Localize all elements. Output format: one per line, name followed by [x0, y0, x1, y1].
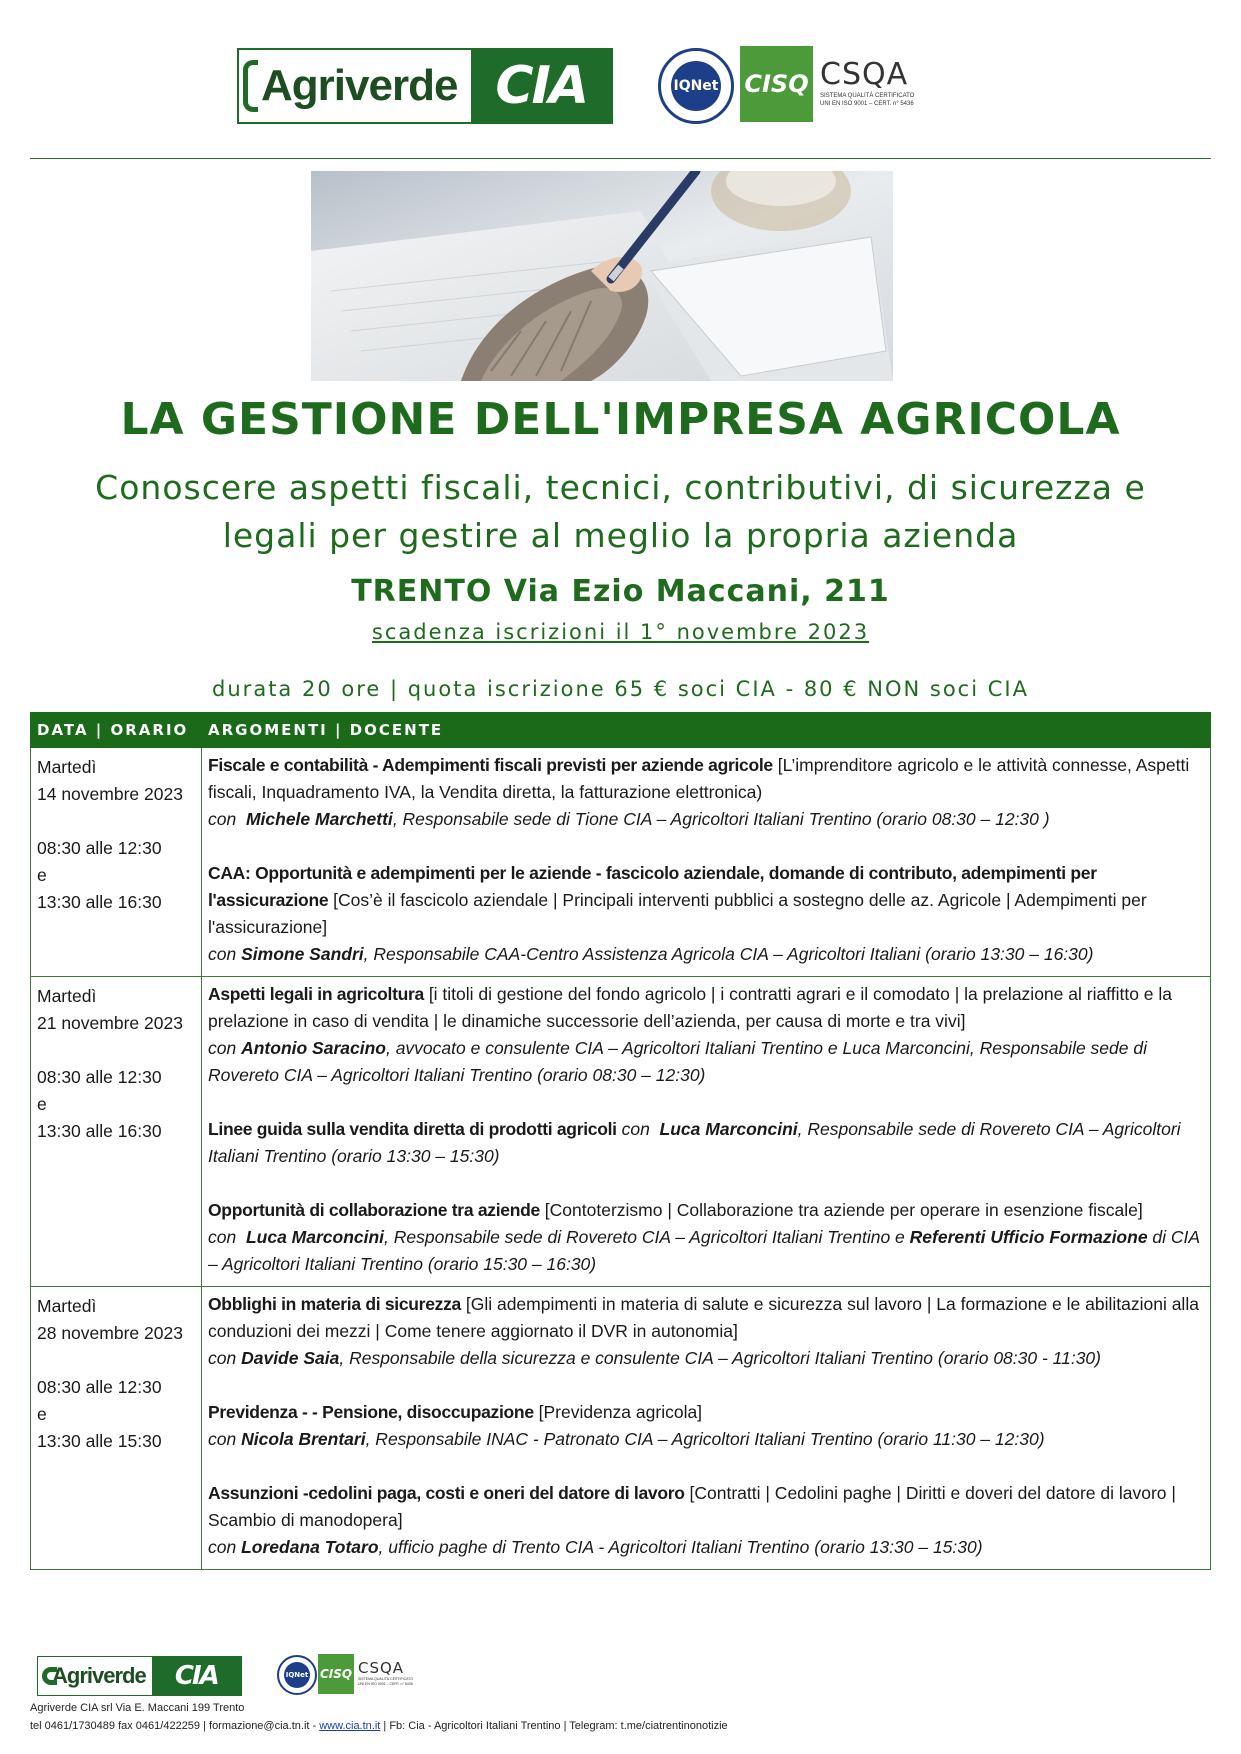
date-cell: [31, 748, 202, 977]
teacher-name: Davide Saia: [241, 1348, 340, 1368]
date-label: 14 novembre 2023: [37, 784, 183, 804]
teacher-name: Antonio Saracino: [241, 1038, 386, 1058]
subtitle-line-1: Conoscere aspetti fiscali, tecnici, contributivi, di sicurezza e: [95, 468, 1146, 507]
day-label: Martedì: [37, 757, 97, 777]
header-date-time: DATA | ORARIO: [31, 713, 202, 748]
table-row: [31, 1287, 1211, 1570]
topics-cell: [202, 748, 1211, 977]
topic-heading: Opportunità di collaborazione tra aziende: [208, 1200, 540, 1220]
footer-cisq-logo: CISQ: [318, 1654, 354, 1694]
deadline-text: scadenza iscrizioni il 1° novembre 2023: [371, 620, 870, 644]
course-location: TRENTO Via Ezio Maccani, 211: [351, 574, 890, 609]
iqnet-label: IQNet: [671, 61, 721, 111]
topic-detail: [L’imprenditore agricolo e le attività connesse, Aspetti fiscali, Inquadramento IVA, la Vendita diretta, la fatturazione elettronica): [208, 755, 1190, 802]
topic-heading: Aspetti legali in agricoltura: [208, 984, 424, 1004]
csqa-line1: SISTEMA QUALITÀ CERTIFICATO: [820, 93, 915, 99]
topic-item: [208, 1399, 1204, 1453]
footer-iqnet-label: IQNet: [284, 1662, 310, 1688]
cisq-logo: CISQ: [740, 46, 813, 122]
footer-address: Agriverde CIA srl Via E. Maccani 199 Trento: [30, 1702, 245, 1714]
website-link[interactable]: www.cia.tn.it: [319, 1720, 381, 1732]
time-and: e: [37, 1094, 47, 1114]
topic-detail: [Contratti | Cedolini paghe | Diritti e doveri del datore di lavoro | Scambio di manodopera]: [208, 1483, 1176, 1530]
topic-teacher: con Antonio Saracino, avvocato e consulente CIA – Agricoltori Italiani Trentino e Luca Marconcini, Responsabile sede di Rovereto CIA – Agricoltori Italiani Trentino (orario 08:30 – 12:30): [208, 1038, 1147, 1085]
topic-heading: CAA: Opportunità e adempimenti per le aziende - fascicolo aziendale, domande di contributo, adempimenti per l'assicurazione: [208, 863, 1097, 910]
time-morning: 08:30 alle 12:30: [37, 1067, 162, 1087]
topic-item: [208, 860, 1204, 968]
csqa-line2: UNI EN ISO 9001 – CERT. n° 5436: [820, 101, 914, 107]
footer-cia-logo: CIA: [152, 1657, 241, 1695]
day-label: Martedì: [37, 986, 97, 1006]
photo-illustration: [311, 171, 893, 381]
table-header-row: [31, 713, 1211, 748]
date-cell: [31, 977, 202, 1287]
teacher-name-2: Referenti Ufficio Formazione: [909, 1227, 1148, 1247]
page-title: LA GESTIONE DELL'IMPRESA AGRICOLA: [120, 394, 1121, 445]
teacher-name: Luca Marconcini: [659, 1119, 798, 1139]
table-row: [31, 748, 1211, 977]
time-morning: 08:30 alle 12:30: [37, 1377, 162, 1397]
agriverde-cia-logo: [237, 48, 613, 124]
topic-detail: [Contoterzismo | Collaborazione tra aziende per operare in esenzione fiscale]: [544, 1200, 1143, 1220]
topic-teacher: con Luca Marconcini, Responsabile sede di Rovereto CIA – Agricoltori Italiani Trentino e Referenti Ufficio Formazione di CIA – Agricoltori Italiani Trentino (orario 15:30 – 16:30): [208, 1227, 1200, 1274]
footer-contacts-post: | Fb: Cia - Agricoltori Italiani Trentino | Telegram: t.me/ciatrentinonotizie: [380, 1720, 728, 1732]
topic-heading: Assunzioni -cedolini paga, costi e oneri del datore di lavoro: [208, 1483, 685, 1503]
topic-detail: [Gli adempimenti in materia di salute e sicurezza sul lavoro | La formazione e le abilitazioni alla conduzioni dei mezzi | Come tenere aggiornato il DVR in autonomia]: [208, 1294, 1199, 1341]
topic-teacher: con Loredana Totaro, ufficio paghe di Trento CIA - Agricoltori Italiani Trentino (orario 13:30 – 15:30): [208, 1537, 983, 1557]
iqnet-certification-logo: [658, 48, 734, 124]
table-row: [31, 977, 1211, 1287]
footer-agriverde-cia-logo: [37, 1656, 242, 1696]
time-and: e: [37, 865, 47, 885]
footer-csqa-text: CSQA: [358, 1659, 405, 1677]
teacher-name: Nicola Brentari: [241, 1429, 366, 1449]
topic-teacher: con Simone Sandri, Responsabile CAA-Centro Assistenza Agricola CIA – Agricoltori Italiani (orario 13:30 – 16:30): [208, 944, 1094, 964]
topic-detail: [Cos’è il fascicolo aziendale | Principali interventi pubblici a sostegno delle az. Agricole | Adempimenti per l'assicurazione]: [208, 890, 1147, 937]
date-cell: [31, 1287, 202, 1570]
agriverde-logo-text: Agriverde: [239, 50, 471, 122]
footer-csqa-line2: UNI EN ISO 9001 – CERT. n° 5436: [358, 1682, 413, 1686]
footer-agriverde-text: Agriverde: [38, 1657, 152, 1695]
teacher-name: Luca Marconcini: [245, 1227, 385, 1247]
topics-cell: [202, 977, 1211, 1287]
topic-item: [208, 1197, 1204, 1278]
csqa-logo: [820, 58, 928, 108]
footer-contacts-pre: tel 0461/1730489 fax 0461/422259 | formazione@cia.tn.it -: [30, 1720, 320, 1732]
header-topics-teacher: ARGOMENTI | DOCENTE: [202, 713, 1211, 748]
topic-teacher: con Nicola Brentari, Responsabile INAC - Patronato CIA – Agricoltori Italiani Trentino (orario 11:30 – 12:30): [208, 1429, 1045, 1449]
teacher-name: Simone Sandri: [241, 944, 364, 964]
topic-item: [208, 1116, 1204, 1170]
topic-detail: [Previdenza agricola]: [538, 1402, 703, 1422]
course-duration-fee: durata 20 ore | quota iscrizione 65 € soci CIA - 80 € NON soci CIA: [212, 677, 1029, 701]
cia-logo: CIA: [471, 50, 611, 122]
footer-iqnet-logo: [277, 1655, 317, 1695]
topic-item: [208, 1291, 1204, 1372]
schedule-table: [30, 712, 1211, 1570]
topic-heading: Obblighi in materia di sicurezza: [208, 1294, 461, 1314]
subtitle-line-2: legali per gestire al meglio la propria azienda: [222, 516, 1019, 555]
header-divider: [30, 158, 1211, 159]
time-and: e: [37, 1404, 47, 1424]
topic-item: [208, 1480, 1204, 1561]
time-morning: 08:30 alle 12:30: [37, 838, 162, 858]
day-label: Martedì: [37, 1296, 97, 1316]
footer-csqa-line1: SISTEMA QUALITÀ CERTIFICATO: [358, 1677, 414, 1681]
footer-csqa-logo: [358, 1660, 414, 1687]
date-label: 21 novembre 2023: [37, 1013, 183, 1033]
time-afternoon: 13:30 alle 16:30: [37, 892, 162, 912]
topic-teacher: con Davide Saia, Responsabile della sicurezza e consulente CIA – Agricoltori Italiani Trentino (orario 08:30 - 11:30): [208, 1348, 1101, 1368]
date-label: 28 novembre 2023: [37, 1323, 183, 1343]
footer-contacts: [30, 1720, 728, 1732]
topic-heading: Linee guida sulla vendita diretta di prodotti agricoli: [208, 1119, 617, 1139]
time-afternoon: 13:30 alle 16:30: [37, 1121, 162, 1141]
topic-heading: Previdenza - - Pensione, disoccupazione: [208, 1402, 534, 1422]
topic-item: [208, 981, 1204, 1089]
csqa-logo-text: CSQA: [820, 57, 909, 92]
registration-deadline: [0, 620, 1241, 644]
topic-heading: Fiscale e contabilità - Adempimenti fiscali previsti per aziende agricole: [208, 755, 773, 775]
teacher-name: Michele Marchetti: [245, 809, 393, 829]
writing-hand-photo: [311, 171, 893, 381]
topic-teacher: con Luca Marconcini, Responsabile sede di Rovereto CIA – Agricoltori Italiani Trentino (orario 13:30 – 15:30): [208, 1119, 1181, 1166]
teacher-name: Loredana Totaro: [241, 1537, 379, 1557]
topic-item: [208, 752, 1204, 833]
topics-cell: [202, 1287, 1211, 1570]
topic-teacher: con Michele Marchetti, Responsabile sede di Tione CIA – Agricoltori Italiani Trentino (orario 08:30 – 12:30 ): [208, 809, 1050, 829]
time-afternoon: 13:30 alle 15:30: [37, 1431, 162, 1451]
topic-detail: [i titoli di gestione del fondo agricolo | i contratti agrari e il comodato | la prelazione al riaffitto e la prelazione in caso di vendita | le dinamiche successorie dell’azienda, per causa di morte e tra vivi]: [208, 984, 1173, 1031]
page-subtitle: [0, 464, 1241, 560]
